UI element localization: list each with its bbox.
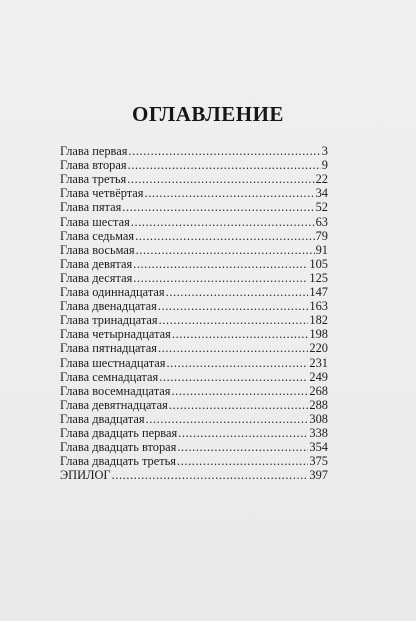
toc-entry-label: Глава четырнадцатая xyxy=(60,327,171,342)
dot-leader xyxy=(136,243,315,257)
dot-leader xyxy=(169,398,309,412)
toc-entry-label: Глава одиннадцатая xyxy=(60,285,165,300)
toc-entry-page: 268 xyxy=(309,383,328,398)
toc-entry-page: 105 xyxy=(309,256,328,271)
toc-entry-label: Глава седьмая xyxy=(60,228,135,243)
toc-entry xyxy=(60,384,328,398)
toc-entry-label: Глава двадцатая xyxy=(60,411,145,426)
toc-entry-page: 182 xyxy=(309,313,328,328)
toc-entry-page: 22 xyxy=(315,172,328,187)
toc-entry-label: Глава девятнадцатая xyxy=(60,397,168,412)
toc-entry xyxy=(60,327,328,341)
toc-entry xyxy=(60,229,328,243)
toc-entry-page: 147 xyxy=(309,285,328,300)
dot-leader xyxy=(145,186,315,200)
toc-entry xyxy=(60,370,328,384)
toc-entry-label: Глава десятая xyxy=(60,270,133,285)
toc-entry-page: 163 xyxy=(309,299,328,314)
toc-entry xyxy=(60,398,328,412)
toc-entry xyxy=(60,313,328,327)
toc-entry xyxy=(60,454,328,468)
toc-entry xyxy=(60,257,328,271)
toc-title: ОГЛАВЛЕНИЕ xyxy=(132,102,284,126)
toc-entry-label: Глава третья xyxy=(60,172,127,187)
dot-leader xyxy=(112,468,309,482)
toc-entry xyxy=(60,299,328,313)
toc-entry-label: Глава восьмая xyxy=(60,242,135,257)
toc-entry-page: 397 xyxy=(309,468,328,483)
toc-entry-page: 308 xyxy=(309,411,328,426)
toc-entry-page: 231 xyxy=(309,355,328,370)
dot-leader xyxy=(178,426,308,440)
toc-entry-page: 288 xyxy=(309,397,328,412)
toc-entry xyxy=(60,271,328,285)
toc-entry-page: 198 xyxy=(309,327,328,342)
toc-entry xyxy=(60,285,328,299)
toc-entry-page: 34 xyxy=(315,186,328,201)
toc-entry-label: Глава семнадцатая xyxy=(60,369,159,384)
toc-entry-label: Глава шестая xyxy=(60,214,130,229)
toc-entry-label: Глава шестнадцатая xyxy=(60,355,166,370)
toc-entry xyxy=(60,468,328,482)
toc-entry-page: 220 xyxy=(309,341,328,356)
toc-entry-label: Глава двадцать первая xyxy=(60,425,178,440)
dot-leader xyxy=(158,341,308,355)
toc-entry-page: 91 xyxy=(315,242,328,257)
toc-entry-page: 9 xyxy=(321,158,328,173)
dot-leader xyxy=(158,299,309,313)
dot-leader xyxy=(131,215,315,229)
toc-entry-page: 125 xyxy=(309,270,328,285)
dot-leader xyxy=(133,257,308,271)
toc-entry-label: Глава пятнадцатая xyxy=(60,341,157,356)
toc-entry xyxy=(60,426,328,440)
toc-entry-label: Глава девятая xyxy=(60,256,133,271)
toc-entry-label: Глава первая xyxy=(60,144,128,159)
toc-entry xyxy=(60,186,328,200)
toc-entry xyxy=(60,355,328,369)
dot-leader xyxy=(166,285,309,299)
toc-entry-page: 375 xyxy=(309,454,328,469)
toc-entry xyxy=(60,158,328,172)
dot-leader xyxy=(135,229,315,243)
toc-entry xyxy=(60,144,328,158)
dot-leader xyxy=(127,172,314,186)
dot-leader xyxy=(122,200,314,214)
toc-entry-label: Глава тринадцатая xyxy=(60,313,158,328)
toc-entry-label: Глава четвёртая xyxy=(60,186,144,201)
toc-entry-page: 63 xyxy=(315,214,328,229)
dot-leader xyxy=(128,158,321,172)
dot-leader xyxy=(177,440,308,454)
toc-entry-label: Глава двенадцатая xyxy=(60,299,157,314)
toc-entry xyxy=(60,243,328,257)
dot-leader xyxy=(166,356,308,370)
toc-entry-page: 338 xyxy=(309,425,328,440)
dot-leader xyxy=(146,412,309,426)
dot-leader xyxy=(177,454,308,468)
toc-entry xyxy=(60,200,328,214)
toc-entry xyxy=(60,412,328,426)
toc-entry-page: 249 xyxy=(309,369,328,384)
dot-leader xyxy=(159,313,309,327)
toc-list xyxy=(60,144,328,482)
dot-leader xyxy=(159,370,308,384)
toc-entry-page: 79 xyxy=(315,228,328,243)
toc-entry-page: 354 xyxy=(309,440,328,455)
toc-entry xyxy=(60,341,328,355)
dot-leader xyxy=(133,271,308,285)
toc-entry-label: ЭПИЛОГ xyxy=(60,468,111,483)
toc-entry xyxy=(60,214,328,228)
dot-leader xyxy=(171,384,308,398)
toc-entry-page: 3 xyxy=(321,144,328,159)
toc-entry-label: Глава двадцать вторая xyxy=(60,440,177,455)
toc-entry-label: Глава вторая xyxy=(60,158,127,173)
dot-leader xyxy=(172,327,309,341)
toc-entry xyxy=(60,440,328,454)
toc-entry-label: Глава восемнадцатая xyxy=(60,383,171,398)
toc-entry-page: 52 xyxy=(315,200,328,215)
toc-entry-label: Глава двадцать третья xyxy=(60,454,176,469)
toc-entry-label: Глава пятая xyxy=(60,200,122,215)
toc-entry xyxy=(60,172,328,186)
dot-leader xyxy=(128,144,320,158)
